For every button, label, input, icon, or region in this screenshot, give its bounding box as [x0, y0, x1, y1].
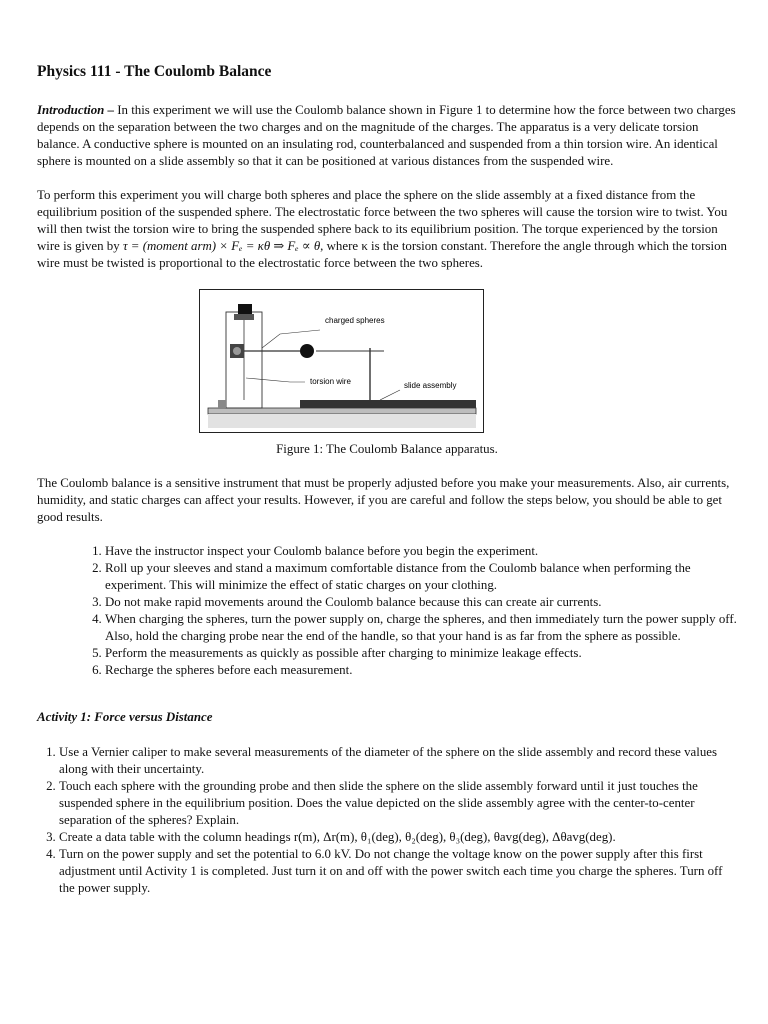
list-item: 2. Touch each sphere with the grounding probe and then slide the sphere on the slide assembly forward until it just touches the suspended sphere in the equilibrium position. Does the value depicted on the slide assembly agree with the center-to-center separation of the spheres? Explain.: [59, 778, 737, 829]
intro-text: In this experiment we will use the Coulomb balance shown in Figure 1 to determine how the force between two charges depends on the separation between the two charges and on the magnitude of the charges. The apparatus is a very delicate torsion balance. A conductive sphere is mounted on an insulating rod, counterbalanced and suspended from a thin torsion wire. An identical sphere is mounted on a slide assembly so that it can be positioned at various distances from the suspended wire.: [37, 103, 736, 168]
list-item: 6. Recharge the spheres before each measurement.: [105, 662, 737, 679]
intro-paragraph: [37, 102, 737, 170]
leader-charged: [262, 330, 320, 348]
label-torsion-wire: torsion wire: [310, 377, 351, 386]
procedure-paragraph: [37, 187, 737, 272]
torque-formula: τ = (moment arm) × Fₑ = κθ ⇒ Fₑ ∝ θ: [122, 239, 321, 253]
dial: [233, 347, 241, 355]
intro-label: Introduction –: [37, 103, 115, 117]
base-plate: [208, 408, 476, 414]
frame-cap: [234, 314, 254, 320]
list-item: 1. Use a Vernier caliper to make several measurements of the diameter of the sphere on the slide assembly and record these values along with their uncertainty.: [59, 744, 737, 778]
activity-list: [37, 744, 737, 897]
figure-caption: Figure 1: The Coulomb Balance apparatus.: [276, 442, 498, 456]
list-item: 3. Do not make rapid movements around the Coulomb balance because this can create air currents.: [105, 594, 737, 611]
leader-slide: [380, 390, 400, 400]
page-title: Physics 111 - The Coulomb Balance: [37, 63, 272, 80]
label-slide-assembly: slide assembly: [404, 381, 457, 390]
coulomb-balance-figure: [199, 289, 484, 433]
frame-top-knob: [238, 304, 252, 314]
activity-heading: Activity 1: Force versus Distance: [37, 710, 213, 724]
list-item: 5. Perform the measurements as quickly as possible after charging to minimize leakage effects.: [105, 645, 737, 662]
precautions-list: [37, 543, 737, 679]
base-shadow: [208, 414, 476, 428]
apparatus-illustration: [200, 290, 483, 432]
leader-torsion: [246, 378, 305, 382]
procedure-text-b: , where κ is the torsion constant. Therefore the angle through which the torsion wire must be twisted is proportional to the electrostatic force between the two spheres.: [37, 239, 727, 270]
list-item: 1. Have the instructor inspect your Coulomb balance before you begin the experiment.: [105, 543, 737, 560]
list-item: 4. When charging the spheres, turn the power supply on, charge the spheres, and then immediately turn the power supply off. Also, hold the charging probe near the end of the handle, so that your hand is as far from the sphere as possible.: [105, 611, 737, 645]
procedure-text-a: To perform this experiment you will charge both spheres and place the sphere on the slide assembly at a fixed distance from the equilibrium position of the suspended sphere. The electrostatic force between the two spheres will cause the torsion wire to twist. You will then twist the torsion wire to bring the suspended sphere back to its equilibrium position. The torque experienced by the torsion wire is given by: [37, 188, 728, 253]
document-page: [37, 62, 737, 897]
left-foot: [218, 400, 226, 408]
list-item: 2. Roll up your sleeves and stand a maximum comfortable distance from the Coulomb balance when performing the experiment. This will minimize the effect of static charges on your clothing.: [105, 560, 737, 594]
label-charged-spheres: charged spheres: [325, 316, 385, 325]
precautions-paragraph: The Coulomb balance is a sensitive instrument that must be properly adjusted before you make your measurements. Also, air currents, humidity, and static charges can affect your results. However, if you are careful and follow the steps below, you should be able to get good results.: [37, 476, 730, 524]
slide-rail: [300, 400, 476, 408]
suspended-sphere: [300, 344, 314, 358]
list-item: 3. Create a data table with the column headings r(m), Δr(m), θ₁(deg), θ₂(deg), θ₃(deg), θavg(deg), Δθavg(deg).: [59, 829, 737, 846]
list-item: 4. Turn on the power supply and set the potential to 6.0 kV. Do not change the voltage know on the power supply after this first adjustment until Activity 1 is completed. Just turn it on and off with the power switch each time you charge the spheres. Turn off the power supply.: [59, 846, 737, 897]
